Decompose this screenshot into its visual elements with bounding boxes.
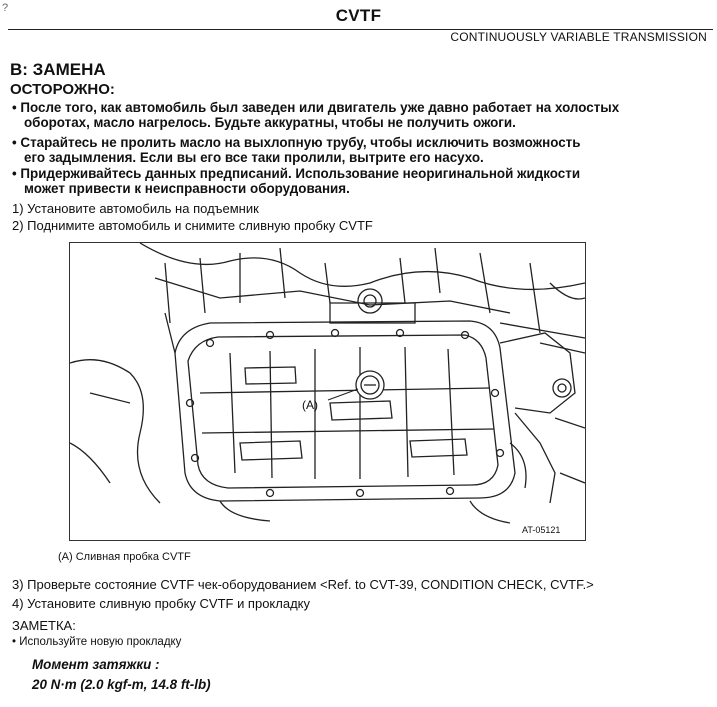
- torque-label: Момент затяжки :: [32, 657, 160, 672]
- step-1: 1) Установите автомобиль на подъемник: [12, 201, 259, 216]
- caution-title: ОСТОРОЖНО:: [10, 81, 115, 98]
- caution-item-1-line2: оборотах, масло нагрелось. Будьте аккуратны, чтобы не получить ожоги.: [24, 115, 516, 130]
- note-title: ЗАМЕТКА:: [12, 618, 76, 633]
- caution-item-3: [12, 166, 580, 196]
- page-header-subtitle: CONTINUOUSLY VARIABLE TRANSMISSION: [450, 30, 707, 44]
- page-header-title: CVTF: [335, 6, 382, 25]
- caution-item-2: [12, 135, 580, 165]
- callout-label-a: (A): [302, 398, 318, 412]
- step-2: 2) Поднимите автомобиль и снимите сливную пробку CVTF: [12, 218, 373, 233]
- cvt-drain-plug-figure: [69, 242, 586, 541]
- caution-item-2-line2: его задымления. Если вы его все таки пролили, вытрите его насухо.: [24, 150, 484, 165]
- torque-value: 20 N·m (2.0 kgf-m, 14.8 ft-lb): [32, 677, 211, 692]
- figure-code: AT-05121: [522, 525, 561, 535]
- caution-item-2-line1: • Старайтесь не пролить масло на выхлопную трубу, чтобы исключить возможность: [12, 135, 581, 150]
- caution-item-1: [12, 100, 619, 130]
- note-item: • Используйте новую прокладку: [12, 636, 182, 648]
- section-title: B: ЗАМЕНА: [10, 60, 106, 79]
- figure-caption: (A) Сливная пробка CVTF: [58, 551, 191, 563]
- step-4: 4) Установите сливную пробку CVTF и прокладку: [12, 596, 311, 611]
- caution-item-3-line2: может привести к неисправности оборудования.: [24, 181, 350, 196]
- corner-mark: ?: [2, 2, 9, 14]
- caution-item-1-line1: • После того, как автомобиль был заведен или двигатель уже давно работает на холостых: [12, 100, 620, 115]
- step-3: 3) Проверьте состояние CVTF чек-оборудованием <Ref. to CVT-39, CONDITION CHECK, CVTF.>: [12, 577, 594, 592]
- caution-item-3-line1: • Придерживайтесь данных предписаний. Использование неоригинальной жидкости: [12, 166, 581, 181]
- transmission-drawing: [70, 243, 585, 540]
